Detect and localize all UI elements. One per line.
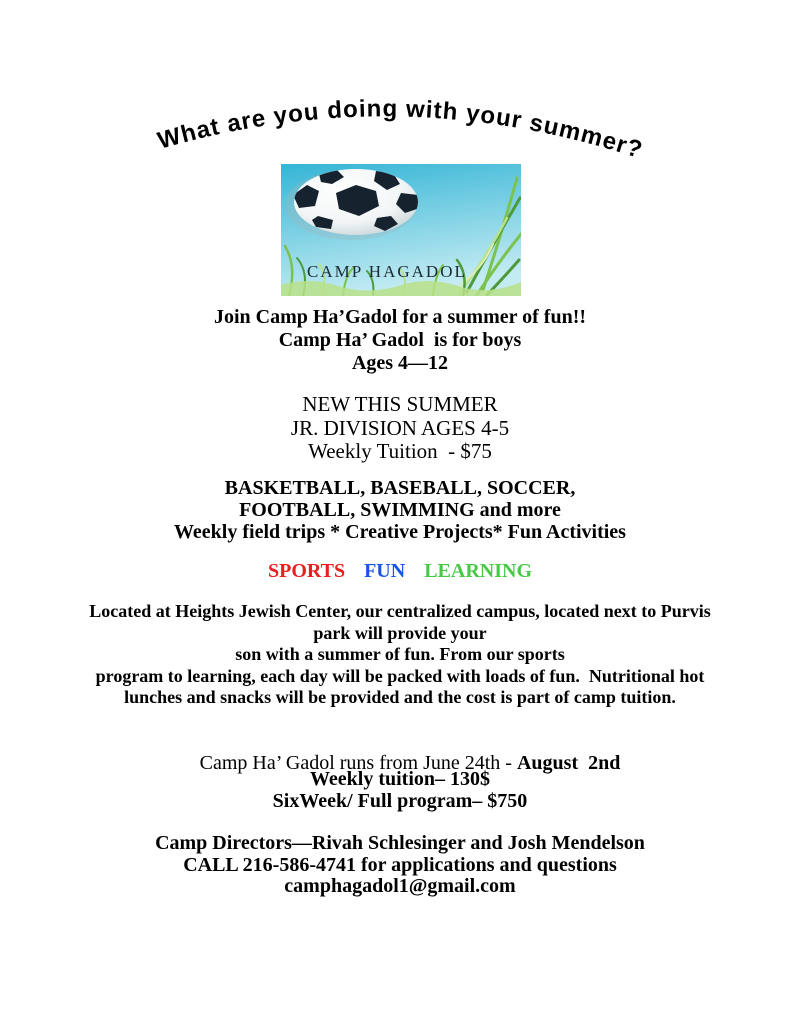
pricing-weekly: Weekly tuition– 130$ — [309, 768, 490, 790]
new-summer-line-2: JR. DIVISION AGES 4-5 — [290, 415, 510, 440]
description-line-4: program to learning, each day will be packed with loads of fun. Nutritional hot — [95, 665, 705, 686]
svg-text:What are you doing with your s — [155, 95, 646, 164]
motto-line — [0, 560, 800, 583]
intro-line-2: Camp Ha’ Gadol is for boys — [278, 329, 522, 351]
motto-word-learning: LEARNING — [424, 560, 532, 582]
contact-block — [0, 833, 800, 898]
activities-line-3: Weekly field trips * Creative Projects* Fun Activities — [174, 521, 626, 543]
intro-block — [0, 306, 800, 375]
contact-directors: Camp Directors—Rivah Schlesinger and Josh Mendelson — [155, 832, 645, 854]
description-line-1: Located at Heights Jewish Center, our centralized campus, located next to Purvis — [89, 601, 711, 621]
intro-line-3: Ages 4—12 — [351, 352, 449, 374]
description-line-5: lunches and snacks will be provided and the cost is part of camp tuition. — [124, 687, 676, 708]
description-paragraph — [0, 601, 800, 709]
arc-title-text: What are you doing with your summer? — [154, 95, 647, 165]
contact-email: camphagadol1@gmail.com — [284, 875, 516, 897]
activities-line-2: FOOTBALL, SWIMMING and more — [239, 499, 561, 521]
dates-bold: August 2nd — [516, 752, 621, 774]
description-line-2: park will provide your — [313, 622, 487, 643]
contact-phone: CALL 216-586-4741 for applications and questions — [183, 853, 617, 876]
camp-banner-image — [281, 164, 521, 296]
dates-prefix: Camp Ha’ Gadol runs from June 24th - — [199, 752, 517, 774]
activities-line-1: BASKETBALL, BASEBALL, SOCCER, — [224, 477, 576, 499]
intro-line-1: Join Camp Ha’Gadol for a summer of fun!! — [213, 306, 587, 328]
pricing-block — [0, 768, 800, 812]
motto-word-fun: FUN — [364, 560, 406, 582]
motto-word-sports: SPORTS — [267, 560, 346, 582]
new-summer-line-3: Weekly Tuition - $75 — [308, 439, 492, 463]
new-summer-block — [0, 393, 800, 464]
pricing-full-program: SixWeek/ Full program– $750 — [272, 790, 528, 812]
activities-block — [0, 477, 800, 543]
banner-caption: CAMP HAGADOL — [307, 262, 467, 281]
new-summer-line-1: NEW THIS SUMMER — [302, 392, 498, 416]
description-line-3: son with a summer of fun. From our sports — [235, 644, 565, 665]
